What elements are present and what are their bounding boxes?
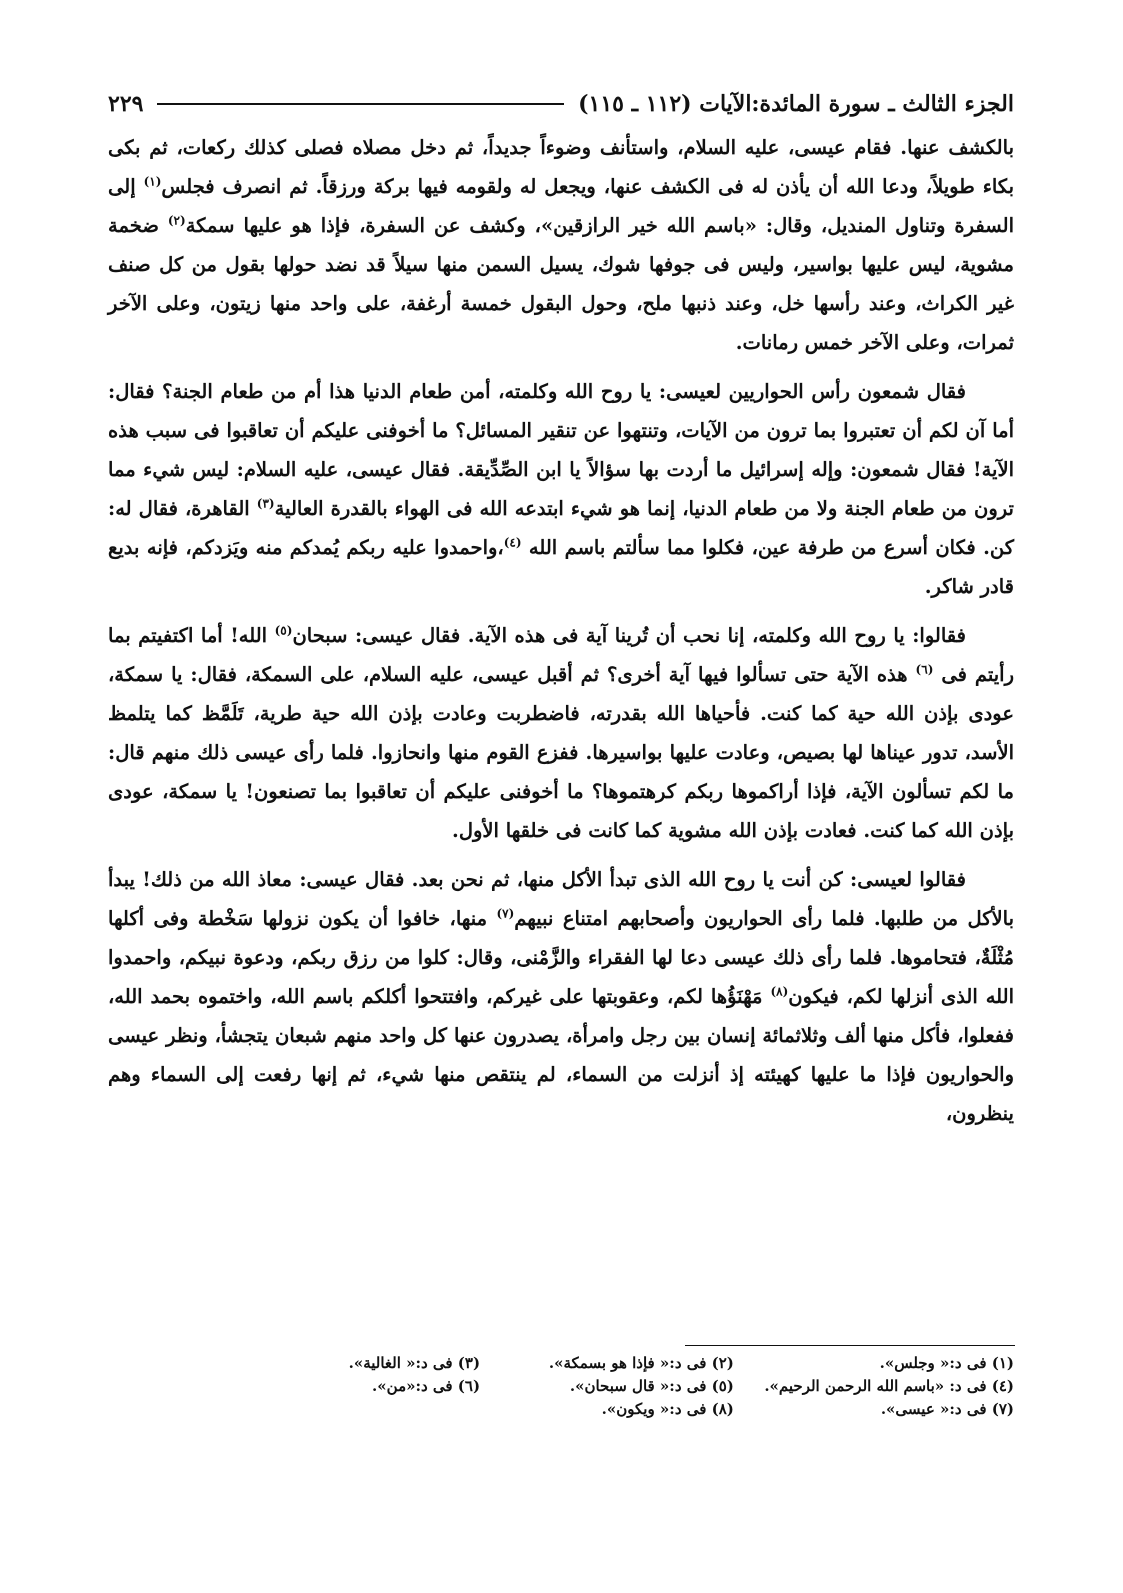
footnote-ref: (٢)	[167, 213, 186, 228]
footnote	[200, 1398, 480, 1421]
footnote: (٦) فى د:«من».	[372, 1377, 481, 1395]
footnote: (٣) فى د:« الغالية».	[348, 1354, 481, 1372]
footnote-row	[200, 1375, 1014, 1398]
footnote-divider	[685, 1345, 1015, 1346]
header-rule	[157, 103, 564, 105]
text-run: ضخمة مشوية، ليس عليها بواسير، وليس فى جوفها شوك، يسيل السمن منها سيلاً قد نضد حولها بقول من كل صنف غير الكراث، وعند رأسها خل، وعند ذنبها ملح، وحول البقول خمسة أرغفة، على واحد منها زيتون، وعلى الآخر ثمرات، وعلى الآخر خمس رمانات.	[108, 214, 1014, 354]
footnote-ref: (٧)	[496, 906, 515, 921]
paragraph-3	[108, 616, 1014, 850]
running-header	[108, 84, 1014, 124]
footnote-ref: (٥)	[274, 623, 293, 638]
paragraph-4	[108, 860, 1014, 1133]
footnote-ref: (٨)	[770, 984, 789, 999]
footnote: (٢) فى د:« فإذا هو بسمكة».	[548, 1354, 734, 1372]
header-title: الجزء الثالث ـ سورة المائدة:الآيات (١١٢ ـ ١١٥)	[578, 91, 1014, 117]
paragraph-2	[108, 372, 1014, 606]
footnote: (٤) فى د: «باسم الله الرحمن الرحيم».	[764, 1377, 1014, 1395]
text-run: مَهْنَؤُها لكم، وعقوبتها على غيركم، وافتتحوا أكلكم باسم الله، واختموه بحمد الله، ففعلوا، فأكل منها ألف وثلاثمائة إنسان بين رجل وامرأة، يصدرون عنها كل واحد منهم شبعان يتجشأ، ونظر عيسى والحواريون فإذا ما عليها كهيئته إذ أنزلت من السماء، لم ينتقص منها شيء، ثم إنها رفعت إلى السماء وهم ينظرون،	[108, 985, 1014, 1125]
footnote-ref: (٦)	[915, 662, 934, 677]
text-run: فقالوا لعيسى: كن أنت يا روح الله الذى تبدأ الأكل منها، ثم نحن بعد. فقال عيسى: معاذ الله من ذلك! يبدأ بالأكل من طلبها. فلما رأى الحواريون وأصحابهم امتناع نبيهم	[108, 868, 1014, 930]
footnote: (٥) فى د:« قال سبحان».	[569, 1377, 734, 1395]
footnote: (١) فى د:« وجلس».	[879, 1354, 1014, 1372]
text-run: الله! أما اكتفيتم بما رأيتم فى	[108, 624, 1015, 686]
footnote: (٨) فى د:« ويكون».	[601, 1400, 734, 1418]
body-text	[108, 128, 1014, 1143]
footnote-ref: (١)	[143, 174, 162, 189]
footnote-ref: (٣)	[256, 496, 275, 511]
text-run: فقالوا: يا روح الله وكلمته، إنا نحب أن تُرينا آية فى هذه الآية. فقال عيسى: سبحان	[292, 624, 966, 647]
footnote-row	[200, 1398, 1014, 1421]
text-run: ،واحمدوا عليه ربكم يُمدكم منه ويَزدكم، فإنه بديع قادر شاكر.	[108, 536, 1014, 598]
text-run: منها، خافوا أن يكون نزولها سَخْطة وفى أكلها مُثْلَةٌ، فتحاموها. فلما رأى ذلك عيسى دعا لها الفقراء والزَّمْنى، وقال: كلوا من رزق ربكم، ودعوة نبيكم، واحمدوا الله الذى أنزلها لكم، فيكون	[108, 907, 1014, 1008]
page-number: ٢٢٩	[108, 91, 144, 117]
footnote: (٧) فى د:« عيسى».	[880, 1400, 1014, 1418]
paragraph-1	[108, 128, 1014, 362]
footnotes	[200, 1352, 1014, 1421]
text-run: هذه الآية حتى تسألوا فيها آية أخرى؟ ثم أقبل عيسى، عليه السلام، على السمكة، فقال: يا سمكة، عودى بإذن الله حية كما كنت. فأحياها الله بقدرته، فاضطربت وعادت بإذن الله حية طرية، تَلَمَّظ كما يتلمظ الأسد، تدور عيناها لها بصيص، وعادت عليها بواسيرها. ففزع القوم منها وانحازوا. فلما رأى عيسى ذلك منهم قال: ما لكم تسألون الآية، فإذا أراكموها ربكم كرهتموها؟ ما أخوفنى عليكم أن تعاقبوا بما تصنعون! يا سمكة، عودى بإذن الله كما كنت. فعادت بإذن الله مشوية كما كانت فى خلقها الأول.	[108, 663, 1014, 842]
footnote-row	[200, 1352, 1014, 1375]
text-run: القاهرة، فقال له: كن. فكان أسرع من طرفة عين، فكلوا مما سألتم باسم الله	[108, 497, 1014, 559]
text-run: بالكشف عنها. فقام عيسى، عليه السلام، واستأنف وضوءاً جديداً، ثم دخل مصلاه فصلى كذلك ركعات، ثم بكى بكاء طويلاً، ودعا الله أن يأذن له فى الكشف عنها، ويجعل له ولقومه فيها بركة ورزقاً. ثم انصرف فجلس	[108, 136, 1014, 198]
text-run: فقال شمعون رأس الحواريين لعيسى: يا روح الله وكلمته، أمن طعام الدنيا هذا أم من طعام الجنة؟ فقال: أما آن لكم أن تعتبروا بما ترون من الآيات، وتنتهوا عن تنقير المسائل؟ ما أخوفنى عليكم أن تعاقبوا فى سبب هذه الآية! فقال شمعون: وإله إسرائيل ما أردت بها سؤالاً يا ابن الصِّدِّيقة. فقال عيسى، عليه السلام: ليس شيء مما ترون من طعام الجنة ولا من طعام الدنيا، إنما هو شيء ابتدعه الله فى الهواء بالقدرة العالية	[108, 380, 1014, 520]
text-run: إلى السفرة وتناول المنديل، وقال: «باسم الله خير الرازقين»، وكشف عن السفرة، فإذا هو عليها سمكة	[108, 175, 1014, 237]
footnote-ref: (٤)	[503, 535, 522, 550]
